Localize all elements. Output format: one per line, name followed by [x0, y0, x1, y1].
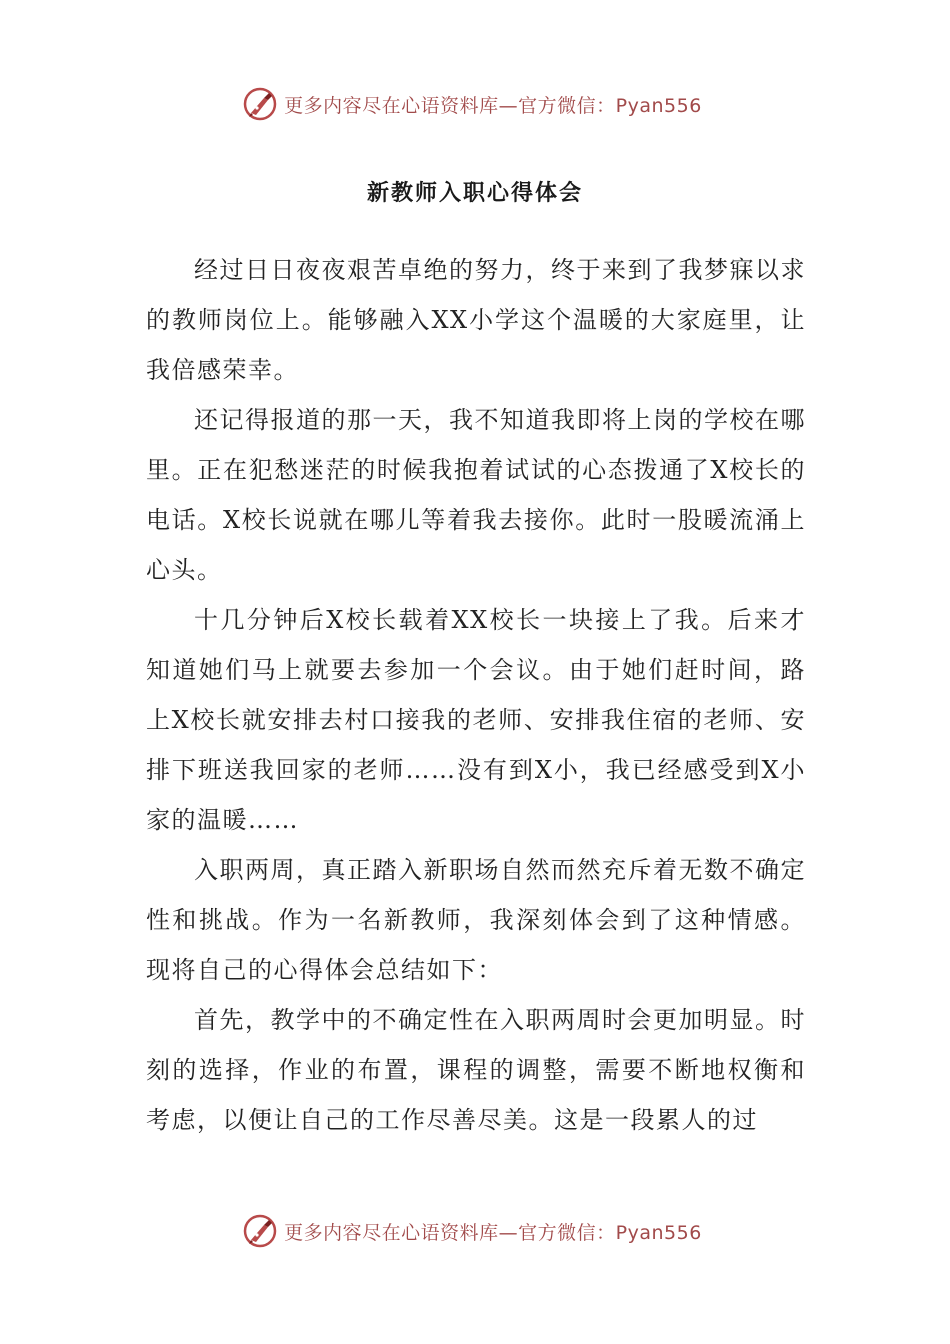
document-title: 新教师入职心得体会	[366, 181, 583, 206]
paragraph: 经过日日夜夜艰苦卓绝的努力，终于来到了我梦寐以求的教师岗位上。能够融入XX小学这个温暖的大家庭里，让我倍感荣幸。	[146, 256, 806, 384]
paragraph: 还记得报道的那一天，我不知道我即将上岗的学校在哪里。正在犯愁迷茫的时候我抱着试试的心态拨通了X校长的电话。X校长说就在哪儿等着我去接你。此时一股暖流涌上心头。	[146, 406, 806, 584]
footer-watermark-banner	[0, 1211, 950, 1251]
pen-nib-logo-icon	[242, 1213, 278, 1249]
banner-text: 更多内容尽在心语资料库—官方微信：Pyan556	[284, 1221, 702, 1244]
header-watermark-banner	[0, 84, 950, 124]
pen-nib-logo-icon	[242, 86, 278, 122]
paragraph: 十几分钟后X校长载着XX校长一块接上了我。后来才知道她们马上就要去参加一个会议。由于她们赶时间，路上X校长就安排去村口接我的老师、安排我住宿的老师、安排下班送我回家的老师……没有到X小，我已经感受到X小家的温暖……	[146, 606, 806, 834]
paragraph: 首先，教学中的不确定性在入职两周时会更加明显。时刻的选择，作业的布置，课程的调整，需要不断地权衡和考虑，以便让自己的工作尽善尽美。这是一段累人的过	[146, 1006, 806, 1134]
banner-text: 更多内容尽在心语资料库—官方微信：Pyan556	[284, 94, 702, 117]
paragraph: 入职两周，真正踏入新职场自然而然充斥着无数不确定性和挑战。作为一名新教师，我深刻体会到了这种情感。现将自己的心得体会总结如下：	[146, 856, 806, 984]
document-body	[146, 245, 806, 1145]
